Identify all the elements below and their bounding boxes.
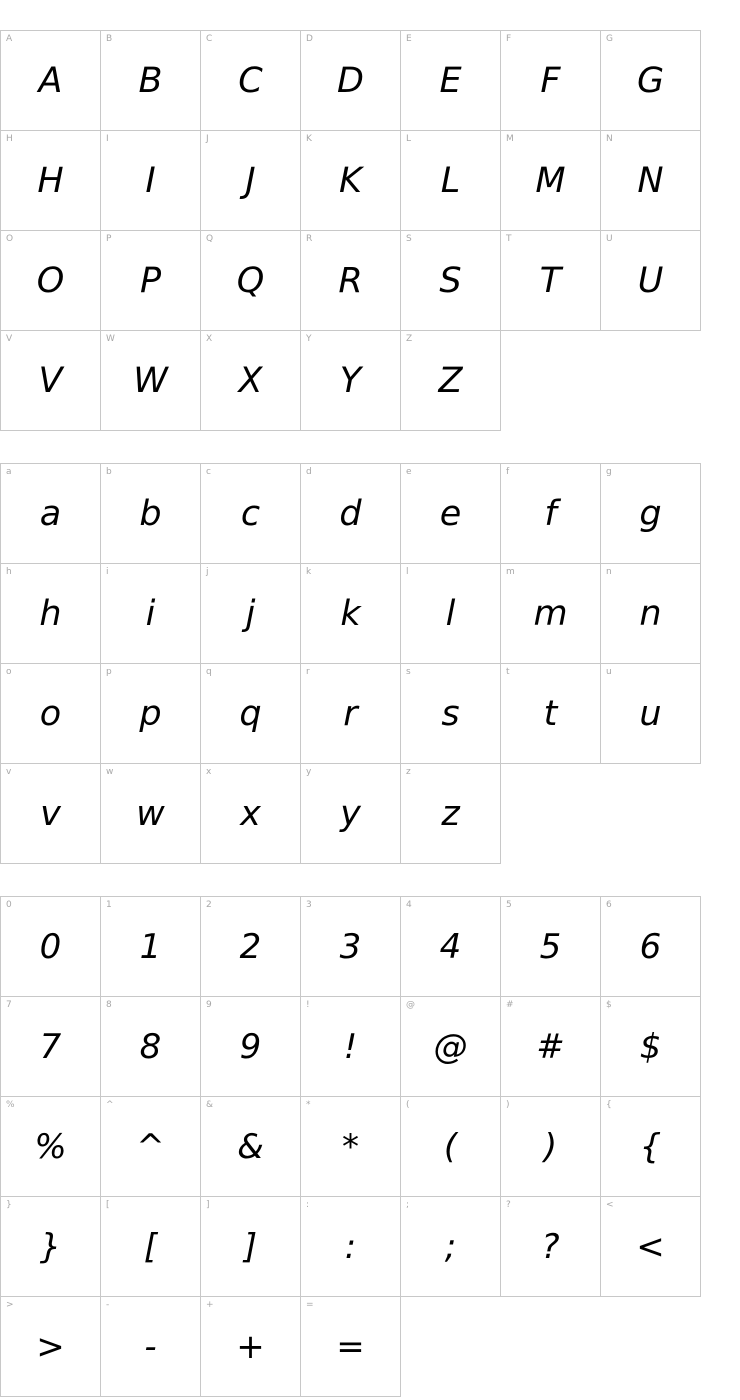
- glyph-cell-character: h: [39, 593, 62, 634]
- glyph-cell-label: =: [306, 1300, 314, 1310]
- glyph-cell[interactable]: [601, 231, 701, 331]
- glyph-cell[interactable]: [201, 131, 301, 231]
- glyph-cell-label: ^: [106, 1100, 114, 1110]
- glyph-cell-label: k: [306, 567, 312, 577]
- glyph-cell[interactable]: [401, 464, 501, 564]
- glyph-cell-character: K: [339, 160, 362, 201]
- glyph-cell-label: 6: [606, 900, 612, 910]
- glyph-cell-empty: [501, 764, 601, 864]
- glyph-cell-label: A: [6, 34, 13, 44]
- glyph-cell[interactable]: [1, 664, 101, 764]
- glyph-cell-character: 7: [39, 1026, 62, 1067]
- glyph-cell-label: Z: [406, 334, 413, 344]
- glyph-cell[interactable]: [301, 231, 401, 331]
- glyph-cell-label: K: [306, 134, 312, 144]
- glyph-cell-character: x: [240, 793, 261, 834]
- glyph-cell[interactable]: [201, 231, 301, 331]
- glyph-cell-character: k: [340, 593, 361, 634]
- glyph-cell-character: 3: [339, 926, 362, 967]
- glyph-cell-character: a: [39, 493, 62, 534]
- glyph-cell-character: *: [342, 1126, 359, 1167]
- glyph-cell-character: A: [38, 60, 63, 101]
- glyph-cell-character: z: [441, 793, 460, 834]
- glyph-cell-character: Z: [438, 360, 463, 401]
- glyph-cell-label: *: [306, 1100, 311, 1110]
- glyph-cell-label: G: [606, 34, 613, 44]
- glyph-cell-character: T: [539, 260, 562, 301]
- glyph-cell[interactable]: [201, 1097, 301, 1197]
- glyph-cell-label: D: [306, 34, 313, 44]
- glyph-cell[interactable]: [301, 1097, 401, 1197]
- glyph-cell-character: F: [540, 60, 561, 101]
- glyph-cell-character: l: [445, 593, 456, 634]
- glyph-cell-empty: [501, 331, 601, 431]
- glyph-cell[interactable]: [201, 664, 301, 764]
- glyph-cell-character: d: [339, 493, 362, 534]
- glyph-cell-character: Y: [339, 360, 362, 401]
- glyph-cell-character: 9: [239, 1026, 262, 1067]
- glyph-cell-character: w: [136, 793, 165, 834]
- glyph-cell-label: h: [6, 567, 12, 577]
- glyph-cell-empty: [601, 1297, 701, 1397]
- glyph-cell-character: ]: [243, 1226, 258, 1267]
- glyph-cell-label: f: [506, 467, 510, 477]
- glyph-cell-label: +: [206, 1300, 214, 1310]
- glyph-cell-character: I: [145, 160, 156, 201]
- glyph-cell-character: ;: [444, 1226, 457, 1267]
- glyph-cell-label: <: [606, 1200, 614, 1210]
- glyph-cell-character: S: [439, 260, 462, 301]
- glyph-cell-character: R: [338, 260, 363, 301]
- glyph-cell-label: ?: [506, 1200, 511, 1210]
- glyph-cell-character: H: [37, 160, 64, 201]
- glyph-cell-label: S: [406, 234, 412, 244]
- glyph-cell[interactable]: [601, 564, 701, 664]
- glyph-cell-label: [: [106, 1200, 110, 1210]
- glyph-cell[interactable]: [301, 331, 401, 431]
- glyph-cell[interactable]: [301, 664, 401, 764]
- section-spacer-2: [0, 864, 740, 896]
- glyph-cell[interactable]: [401, 764, 501, 864]
- glyph-cell[interactable]: [401, 31, 501, 131]
- glyph-cell-character: 0: [39, 926, 62, 967]
- glyph-cell[interactable]: [401, 897, 501, 997]
- glyph-cell-label: #: [506, 1000, 514, 1010]
- glyph-cell[interactable]: [301, 1197, 401, 1297]
- glyph-cell-label: 7: [6, 1000, 12, 1010]
- glyph-cell-character: M: [535, 160, 566, 201]
- glyph-cell-label: 4: [406, 900, 412, 910]
- glyph-cell-label: C: [206, 34, 213, 44]
- glyph-cell-character: :: [344, 1226, 357, 1267]
- glyph-cell[interactable]: [1, 764, 101, 864]
- glyph-cell[interactable]: [301, 1297, 401, 1397]
- glyph-cell-label: !: [306, 1000, 310, 1010]
- glyph-cell-label: >: [6, 1300, 14, 1310]
- glyph-cell-character: ?: [541, 1226, 560, 1267]
- glyph-cell-label: N: [606, 134, 613, 144]
- glyph-cell-character: o: [39, 693, 62, 734]
- glyph-cell-character: c: [240, 493, 261, 534]
- glyph-cell-character: u: [639, 693, 662, 734]
- glyph-cell-character: $: [639, 1026, 662, 1067]
- top-spacer: [0, 0, 740, 30]
- glyph-cell-label: &: [206, 1100, 214, 1110]
- glyph-cell-character: e: [439, 493, 462, 534]
- glyph-cell-character: 4: [439, 926, 462, 967]
- glyph-cell-label: w: [106, 767, 114, 777]
- glyph-cell[interactable]: [401, 331, 501, 431]
- glyph-cell-empty: [601, 331, 701, 431]
- glyph-cell[interactable]: [1, 997, 101, 1097]
- glyph-cell[interactable]: [101, 331, 201, 431]
- glyph-cell-character: 1: [139, 926, 162, 967]
- glyph-cell-label: g: [606, 467, 612, 477]
- glyph-cell-character: X: [238, 360, 263, 401]
- glyph-cell[interactable]: [201, 464, 301, 564]
- glyph-cell-character: v: [40, 793, 61, 834]
- glyph-cell-character: Q: [236, 260, 265, 301]
- glyph-cell[interactable]: [1, 231, 101, 331]
- glyph-cell[interactable]: [501, 231, 601, 331]
- glyph-cell-character: V: [38, 360, 63, 401]
- glyph-cell-label: L: [406, 134, 412, 144]
- glyph-cell-character: L: [440, 160, 461, 201]
- glyph-cell[interactable]: [101, 464, 201, 564]
- glyph-cell-label: 0: [6, 900, 12, 910]
- glyph-cell-label: r: [306, 667, 310, 677]
- glyph-cell-character: !: [343, 1026, 358, 1067]
- glyph-cell-label: j: [206, 567, 209, 577]
- glyph-cell-character: p: [139, 693, 162, 734]
- glyph-cell-character: [: [143, 1226, 158, 1267]
- glyph-grid-uppercase: [0, 30, 701, 431]
- glyph-cell-character: B: [138, 60, 163, 101]
- glyph-cell-label: e: [406, 467, 412, 477]
- glyph-cell[interactable]: [501, 31, 601, 131]
- glyph-cell[interactable]: [201, 31, 301, 131]
- glyph-cell-label: s: [406, 667, 411, 677]
- glyph-cell[interactable]: [101, 664, 201, 764]
- glyph-cell-character: y: [340, 793, 361, 834]
- glyph-cell-character: i: [145, 593, 156, 634]
- glyph-cell[interactable]: [501, 897, 601, 997]
- section-spacer-1: [0, 431, 740, 463]
- glyph-cell-label: 3: [306, 900, 312, 910]
- glyph-cell[interactable]: [501, 131, 601, 231]
- glyph-cell-character: N: [637, 160, 664, 201]
- glyph-cell-label: c: [206, 467, 211, 477]
- glyph-cell-label: E: [406, 34, 412, 44]
- glyph-cell[interactable]: [1, 131, 101, 231]
- glyph-cell-character: G: [636, 60, 665, 101]
- glyph-cell[interactable]: [101, 564, 201, 664]
- glyph-cell-character: U: [637, 260, 664, 301]
- glyph-grid-digits-symbols: [0, 896, 701, 1397]
- glyph-cell-label: 1: [106, 900, 112, 910]
- glyph-cell-label: @: [406, 1000, 415, 1010]
- glyph-cell-label: W: [106, 334, 115, 344]
- glyph-cell[interactable]: [401, 1197, 501, 1297]
- glyph-cell[interactable]: [1, 1097, 101, 1197]
- glyph-cell-character: @: [433, 1026, 468, 1067]
- glyph-cell[interactable]: [1, 331, 101, 431]
- glyph-cell[interactable]: [301, 31, 401, 131]
- glyph-cell-label: $: [606, 1000, 612, 1010]
- glyph-cell-character: &: [237, 1126, 264, 1167]
- glyph-cell[interactable]: [1, 1297, 101, 1397]
- glyph-cell[interactable]: [601, 1197, 701, 1297]
- glyph-cell-label: t: [506, 667, 510, 677]
- glyph-cell[interactable]: [401, 1097, 501, 1197]
- glyph-cell-label: ): [506, 1100, 510, 1110]
- glyph-cell[interactable]: [1, 1197, 101, 1297]
- glyph-cell[interactable]: [301, 897, 401, 997]
- glyph-cell-label: :: [306, 1200, 310, 1210]
- glyph-cell-character: j: [245, 593, 256, 634]
- glyph-cell[interactable]: [501, 564, 601, 664]
- glyph-cell-label: %: [6, 1100, 15, 1110]
- glyph-cell-character: -: [144, 1326, 157, 1367]
- glyph-cell-character: ): [543, 1126, 558, 1167]
- glyph-cell[interactable]: [401, 664, 501, 764]
- glyph-cell[interactable]: [301, 131, 401, 231]
- glyph-cell-label: M: [506, 134, 514, 144]
- glyph-cell[interactable]: [101, 897, 201, 997]
- glyph-cell-character: C: [238, 60, 263, 101]
- glyph-cell-label: q: [206, 667, 212, 677]
- glyph-cell-character: 5: [539, 926, 562, 967]
- glyph-cell-character: E: [439, 60, 462, 101]
- glyph-cell-label: ;: [406, 1200, 410, 1210]
- glyph-cell-label: b: [106, 467, 112, 477]
- glyph-cell[interactable]: [101, 997, 201, 1097]
- glyph-cell[interactable]: [501, 664, 601, 764]
- glyph-cell[interactable]: [101, 764, 201, 864]
- glyph-cell[interactable]: [201, 897, 301, 997]
- glyph-cell-label: B: [106, 34, 113, 44]
- glyph-cell[interactable]: [501, 1097, 601, 1197]
- glyph-cell-character: O: [36, 260, 65, 301]
- glyph-cell-character: 8: [139, 1026, 162, 1067]
- glyph-cell-label: p: [106, 667, 112, 677]
- glyph-cell-character: ^: [136, 1126, 165, 1167]
- glyph-cell[interactable]: [301, 997, 401, 1097]
- glyph-cell-label: o: [6, 667, 12, 677]
- glyph-cell-label: u: [606, 667, 612, 677]
- glyph-cell-label: (: [406, 1100, 410, 1110]
- glyph-cell-empty: [601, 764, 701, 864]
- glyph-cell[interactable]: [201, 1197, 301, 1297]
- glyph-cell[interactable]: [501, 464, 601, 564]
- glyph-cell-label: V: [6, 334, 13, 344]
- glyph-cell[interactable]: [1, 897, 101, 997]
- glyph-cell-label: z: [406, 767, 411, 777]
- glyph-grid-lowercase: [0, 463, 701, 864]
- glyph-cell-character: =: [336, 1326, 365, 1367]
- glyph-cell-label: 5: [506, 900, 512, 910]
- glyph-cell-label: O: [6, 234, 14, 244]
- glyph-cell-character: s: [441, 693, 460, 734]
- glyph-cell-character: >: [36, 1326, 65, 1367]
- glyph-cell-character: <: [636, 1226, 665, 1267]
- glyph-cell-label: ]: [206, 1200, 210, 1210]
- glyph-cell-character: J: [245, 160, 256, 201]
- glyph-cell-label: }: [6, 1200, 12, 1210]
- glyph-cell[interactable]: [201, 997, 301, 1097]
- glyph-cell[interactable]: [601, 464, 701, 564]
- glyph-cell[interactable]: [501, 1197, 601, 1297]
- glyph-cell-label: F: [506, 34, 512, 44]
- glyph-cell-label: R: [306, 234, 313, 244]
- glyph-cell-character: #: [536, 1026, 565, 1067]
- glyph-cell-character: b: [139, 493, 162, 534]
- glyph-cell[interactable]: [501, 997, 601, 1097]
- glyph-cell[interactable]: [601, 897, 701, 997]
- glyph-cell[interactable]: [1, 31, 101, 131]
- glyph-cell[interactable]: [401, 997, 501, 1097]
- glyph-cell[interactable]: [101, 1097, 201, 1197]
- glyph-cell-character: D: [337, 60, 364, 101]
- glyph-cell-label: {: [606, 1100, 612, 1110]
- glyph-cell-label: 8: [106, 1000, 112, 1010]
- glyph-cell[interactable]: [1, 464, 101, 564]
- glyph-cell-label: i: [106, 567, 109, 577]
- glyph-cell-character: m: [533, 593, 568, 634]
- glyph-cell-label: v: [6, 767, 12, 777]
- glyph-cell-character: t: [543, 693, 558, 734]
- glyph-cell[interactable]: [601, 664, 701, 764]
- glyph-cell[interactable]: [201, 331, 301, 431]
- glyph-cell[interactable]: [301, 764, 401, 864]
- glyph-cell-label: 9: [206, 1000, 212, 1010]
- glyph-cell-character: P: [139, 260, 162, 301]
- glyph-cell[interactable]: [401, 231, 501, 331]
- glyph-cell[interactable]: [601, 131, 701, 231]
- glyph-cell-character: f: [544, 493, 557, 534]
- glyph-cell[interactable]: [101, 31, 201, 131]
- glyph-cell-empty: [501, 1297, 601, 1397]
- glyph-cell[interactable]: [601, 997, 701, 1097]
- glyph-cell[interactable]: [1, 564, 101, 664]
- section-lowercase: [0, 463, 740, 864]
- glyph-cell[interactable]: [101, 1197, 201, 1297]
- glyph-cell-empty: [401, 1297, 501, 1397]
- glyph-cell-label: T: [506, 234, 512, 244]
- glyph-cell-character: 6: [639, 926, 662, 967]
- glyph-cell-character: }: [39, 1226, 62, 1267]
- glyph-cell[interactable]: [201, 564, 301, 664]
- glyph-cell-label: n: [606, 567, 612, 577]
- glyph-cell[interactable]: [201, 764, 301, 864]
- glyph-cell-character: +: [236, 1326, 265, 1367]
- glyph-cell-character: r: [343, 693, 358, 734]
- glyph-cell-label: U: [606, 234, 613, 244]
- glyph-cell[interactable]: [101, 231, 201, 331]
- glyph-cell-label: I: [106, 134, 109, 144]
- glyph-cell[interactable]: [301, 464, 401, 564]
- glyph-cell-character: n: [639, 593, 662, 634]
- glyph-cell-label: H: [6, 134, 13, 144]
- glyph-cell-label: x: [206, 767, 212, 777]
- glyph-cell[interactable]: [301, 564, 401, 664]
- glyph-cell[interactable]: [201, 1297, 301, 1397]
- glyph-cell[interactable]: [101, 1297, 201, 1397]
- glyph-cell[interactable]: [401, 564, 501, 664]
- glyph-cell-label: 2: [206, 900, 212, 910]
- glyph-cell-character: {: [639, 1126, 662, 1167]
- glyph-cell-label: J: [206, 134, 209, 144]
- glyph-cell-label: Q: [206, 234, 214, 244]
- glyph-cell-character: %: [34, 1126, 67, 1167]
- glyph-cell-character: q: [239, 693, 262, 734]
- glyph-cell[interactable]: [101, 131, 201, 231]
- glyph-cell-label: y: [306, 767, 312, 777]
- glyph-cell-label: a: [6, 467, 12, 477]
- glyph-cell-character: 2: [239, 926, 262, 967]
- glyph-cell-label: d: [306, 467, 312, 477]
- glyph-cell-label: l: [406, 567, 409, 577]
- section-digits-and-symbols: [0, 896, 740, 1397]
- glyph-cell-character: g: [639, 493, 662, 534]
- glyph-cell-label: X: [206, 334, 213, 344]
- glyph-cell[interactable]: [601, 1097, 701, 1197]
- glyph-cell[interactable]: [401, 131, 501, 231]
- glyph-cell-character: W: [133, 360, 168, 401]
- glyph-cell-label: -: [106, 1300, 110, 1310]
- glyph-cell-character: (: [443, 1126, 458, 1167]
- glyph-cell-label: P: [106, 234, 112, 244]
- glyph-cell[interactable]: [601, 31, 701, 131]
- glyph-cell-label: m: [506, 567, 515, 577]
- section-uppercase: [0, 30, 740, 431]
- glyph-cell-label: Y: [306, 334, 312, 344]
